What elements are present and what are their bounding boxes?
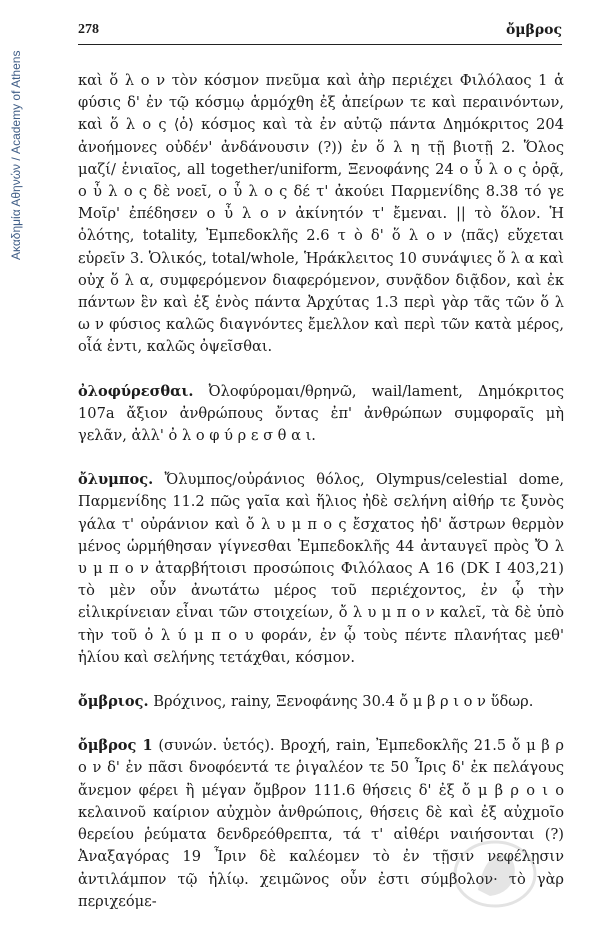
entry-text: Ὀλοφύρομαι/θρηνῶ, wail/lament, Δημόκριτος 107a ἄξιον ἀνθρώπους ὄντας ἐπ' ἀνθρώπων συμφοραῖς μὴ γελᾶν, ἀλλ' ὀ λ ο φ ύ ρ ε σ θ α ι.	[78, 382, 564, 445]
entry-olophyresthai	[78, 381, 564, 448]
entry-headword: ὀλοφύρεσθαι.	[78, 382, 194, 400]
entry-ombrios	[78, 691, 564, 713]
entry-text: Ὄλυμπος/οὐράνιος θόλος, Olympus/celestial dome, Παρμενίδης 11.2 πῶς γαῖα καὶ ἥλιος ἠδὲ σελήνη αἰθήρ τε ξυνὸς γάλα τ' οὐράνιον καὶ ὄ λ υ μ π ο ς ἔσχατος ἠδ' ἄστρων θερμὸν μένος ὡρμήθησαν γίγνεσθαι Ἐμπεδοκλῆς 44 ἀνταυγεῖ πρὸς Ὄ λ υ μ π ο ν ἀταρβήτοισι προσώποις Φιλόλαος Α 16 (DK I 403,21) τὸ μὲν οὖν ἀνωτάτω μέρος τοῦ περιέχοντος, ἐν ᾧ τὴν εἰλικρίνειαν εἶναι τῶν στοιχείων, ὄ λ υ μ π ο ν καλεῖ, τὰ δὲ ὑπὸ τὴν τοῦ ὀ λ ύ μ π ο υ φοράν, ἐν ᾧ τοὺς πέντε πλανήτας μεθ' ἡλίου καὶ σελήνης τετάχθαι, κόσμον.	[78, 471, 565, 666]
entry-text: Βρόχινος, rainy, Ξενοφάνης 30.4 ὄ μ β ρ ι ο ν ὕδωρ.	[153, 693, 534, 711]
vertical-watermark: Ακαδημία Αθηνών / Academy of Athens	[9, 50, 23, 260]
running-head: ὄμβρος	[505, 22, 562, 38]
entry-headword: ὄλυμπος.	[78, 471, 154, 489]
page-header	[78, 22, 562, 45]
dictionary-body	[78, 70, 564, 913]
entry-headword: ὄμβρος 1	[78, 737, 153, 755]
academy-seal-watermark	[440, 838, 550, 910]
entry-text: (συνών. ὑετός). Βροχή, rain, Ἐμπεδοκλῆς 21.5 ὄ μ β ρ ο ν δ' ἐν πᾶσι δνοφόεντά τε ῥιγαλέον τε 50 Ἶρις δ' ἐκ πελάγους ἄνεμον φέρει ἢ μέγαν ὄμβρον 111.6 θήσεις δ' ἐξ ὄ μ β ρ ο ι ο κελαινοῦ καίριον αὐχμὸν ἀνθρώποις, θήσεις δὲ καὶ ἐξ αὐχμοῖο θερείου ῥεύματα δενδρεόθρεπτα, τά τ' αἰθέρι ναιήσονται (?) Ἀναξαγόρας 19 Ἶριν δὲ καλέομεν τὸ ἐν τῇσιν νεφέλῃσιν ἀντιλάμπον τῷ ἡλίῳ. χειμῶνος οὖν ἐστι σύμβολον· τὸ γὰρ περιχεόμε-	[78, 737, 565, 910]
entry-text: καὶ ὅ λ ο ν τὸν κόσμον πνεῦμα καὶ ἀὴρ περιέχει Φιλόλαος 1 ἁ φύσις δ' ἐν τῷ κόσμῳ ἁρμόχθη ἐξ ἀπείρων τε καὶ περαινόντων, καὶ ὅ λ ο ς ⟨ὁ⟩ κόσμος καὶ τὰ ἐν αὐτῷ πάντα Δημόκριτος 204 ἀνοήμονες οὐδέν' ἀνδάνουσιν (?)) ἐν ὅ λ η τῇ βιοτῇ 2. Ὅλος μαζί/ ἑνιαῖος, all together/uniform, Ξενοφάνης 24 ο ὖ λ ο ς ὁρᾷ, ο ὖ λ ο ς δὲ νοεῖ, ο ὖ λ ο ς δέ τ' ἀκούει Παρμενίδης 8.38 τό γε Μοῖρ' ἐπέδησεν ο ὖ λ ο ν ἀκίνητόν τ' ἔμεναι. || τὸ ὅλον. Ἡ ὁλότης, totality, Ἐμπεδοκλῆς 2.6 τ ὸ δ' ὅ λ ο ν ⟨πᾶς⟩ εὔχεται εὑρεῖν 3. Ὁλικός, total/whole, Ἡράκλειτος 10 συνάψιες ὅ λ α καὶ οὐχ ὅ λ α, συμφερόμενον διαφερόμενον, συνᾷδον διᾷδον, καὶ ἐκ πάντων ἓν καὶ ἐξ ἑνὸς πάντα Ἀρχύτας 1.3 περὶ γὰρ τᾶς τῶν ὅ λ ω ν φύσιος καλῶς διαγνόντες ἔμελλον καὶ περὶ τῶν κατὰ μέρος, οἷά ἐντι, καλῶς ὀψεῖσθαι.	[78, 72, 564, 356]
entry-holos-continued	[78, 70, 564, 359]
entry-olympos	[78, 469, 564, 669]
entry-headword: ὄμβριος.	[78, 693, 149, 711]
page-number: 278	[78, 22, 99, 37]
